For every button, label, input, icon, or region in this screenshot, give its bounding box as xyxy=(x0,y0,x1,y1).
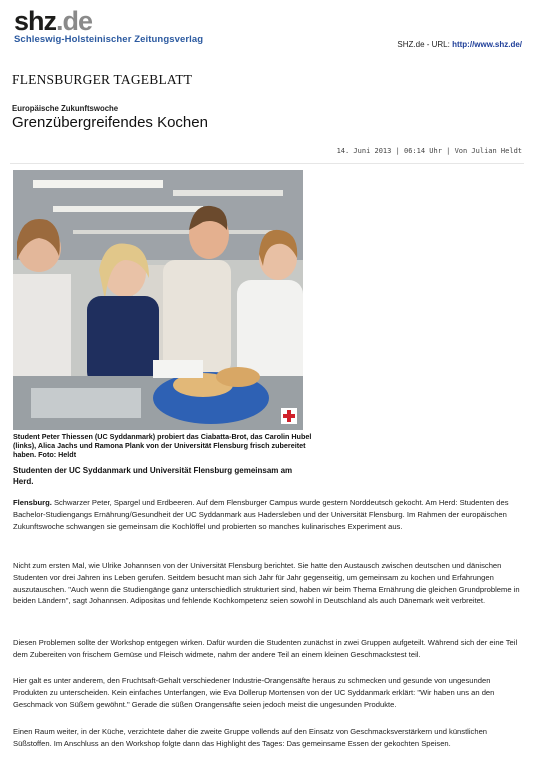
article-meta: 14. Juni 2013 | 06:14 Uhr | Von Julian Heldt xyxy=(336,147,522,155)
shz-logo[interactable] xyxy=(14,6,92,36)
divider xyxy=(10,163,524,164)
logo-main: shz xyxy=(14,6,57,36)
body-paragraph-2: Nicht zum ersten Mal, wie Ulrike Johannsen von der Universität Flensburg berichtet. Sie hatte den Austausch zwischen deutschen und dänischen Studenten vor drei Jahren ins Leben gerufen. Seitdem besucht man sich Jahr für Jahr gegenseitig, um gemeinsam zu kochen und Erfahrungen auszutauschen. "Auch wenn die Studiengänge ganz unterschiedlich strukturiert sind, haben wir beim Thema Ernährung die gleichen Grundprobleme in beiden Ländern", sagt Johannsen. Adipositas und fehlende Kochkompetenz seien sowohl in Deutschland als auch Dänemark weit verbreitet. xyxy=(13,561,520,606)
photo-caption: Student Peter Thiessen (UC Syddanmark) probiert das Ciabatta-Brot, das Carolin Hubel (links), Alica Jachs und Ramona Plank von der Universität Flensburg frisch zubereitet haben. Foto: Heldt xyxy=(13,432,312,459)
logo-tld: de xyxy=(62,6,93,36)
publication-title: FLENSBURGER TAGEBLATT xyxy=(12,72,193,87)
article-headline: Grenzübergreifendes Kochen xyxy=(12,114,208,131)
logo-dot: . xyxy=(56,6,63,36)
source-url-line xyxy=(397,40,522,49)
kitchen-photo-illustration xyxy=(13,170,303,430)
article-subhead: Studenten der UC Syddanmark und Universität Flensburg gemeinsam am Herd. xyxy=(13,466,293,486)
body-paragraph-4: Hier galt es unter anderem, den Fruchtsaft-Gehalt verschiedener Industrie-Orangensäfte heraus zu schmecken und gesunde von ungesunden Produkten zu unterscheiden. Kein einfaches Unterfangen, wie Eva Dollerup Mortensen von der UC Syddanmark erklärt: "Wir haben uns an den Geschmack von Süßem gewöhnt." Gerade die süßen Orangensäfte seien jedoch meist die ungesunden Produkte. xyxy=(13,676,495,709)
logo-tagline: Schleswig-Holsteinischer Zeitungsverlag xyxy=(14,34,204,45)
body-paragraph-3: Diesen Problemen sollte der Workshop entgegen wirken. Dafür wurden die Studenten zunächst in zwei Gruppen aufgeteilt. Während sich der eine Teil dem Zubereiten von frischem Gemüse und Fleisch widmete, nahm der andere Teil an einem kleinen Geschmackstest teil. xyxy=(13,638,518,659)
source-prefix: SHZ.de - URL: xyxy=(397,40,453,49)
dateline: Flensburg. xyxy=(13,498,52,507)
site-header xyxy=(12,6,532,50)
paragraph-1-text: Schwarzer Peter, Spargel und Erdbeeren. Auf dem Flensburger Campus wurde gestern Norddeutsch gekocht. Am Herd: Studenten des Bachelor-Studiengangs Ernährung/Gesundheit der UC Syddanmark aus Hadersleben und der Universität Flensburg. Im Rahmen der europäischen Zukunftswoche schwangen sie gemeinsam die Kochlöffel und probierten so manches kulinarisches Experiment aus. xyxy=(13,498,509,531)
article-photo xyxy=(13,170,303,430)
source-url-link[interactable]: http://www.shz.de/ xyxy=(452,40,522,49)
body-paragraph-1 xyxy=(13,497,523,532)
article-kicker: Europäische Zukunftswoche xyxy=(12,104,119,113)
body-paragraph-5: Einen Raum weiter, in der Küche, verzichtete daher die zweite Gruppe vollends auf den Einsatz von Geschmacksverstärkern und künstlichen Süßstoffen. Im Anschluss an den Workshop folgte dann das Highlight des Tages: Das gemeinsame Essen der gekochten Speisen. xyxy=(13,727,488,748)
